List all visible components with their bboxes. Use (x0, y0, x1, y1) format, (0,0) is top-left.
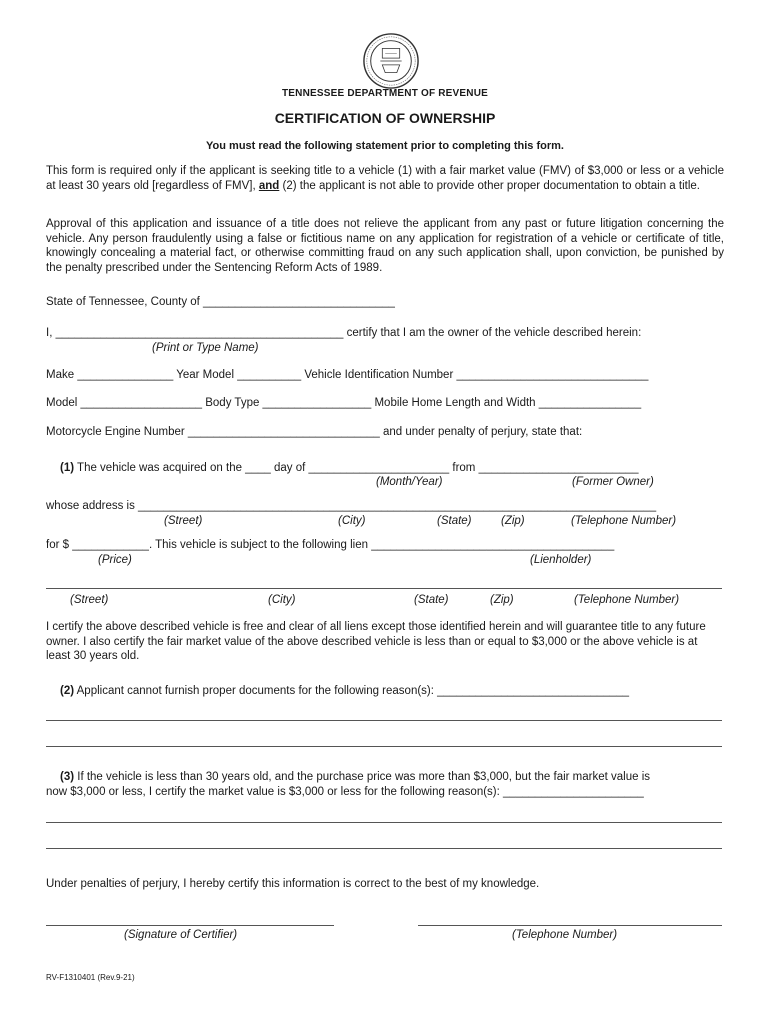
lien-state-caption: (State) (414, 594, 449, 606)
certifier-telephone-caption: (Telephone Number) (512, 929, 618, 941)
lien-certification-paragraph: I certify the above described vehicle is free and clear of all liens except those identified herein and will guarantee title to any future owner. I also certify the fair market value of the above described vehicle is less than or equal to $3,000 or the above vehicle is at least 30 years old. (46, 621, 706, 662)
acquired-line[interactable]: (1) The vehicle was acquired on the ____ day of ______________________ from _________________________ (60, 462, 639, 474)
signature-caption: (Signature of Certifier) (124, 929, 238, 941)
form-number: RV-F1310401 (Rev.9-21) (46, 973, 135, 982)
month-year-caption: (Month/Year) (376, 476, 443, 488)
reason-2-field-2[interactable] (46, 746, 722, 747)
owner-name-caption: (Print or Type Name) (152, 342, 259, 354)
signature-field[interactable] (46, 925, 334, 926)
reason-2-number: (2) (60, 685, 75, 697)
owner-name-field[interactable]: I, _____________________________________________ certify that I am the owner of the vehicle described herein: (46, 327, 642, 339)
reason-2-line[interactable]: (2) Applicant cannot furnish proper documents for the following reason(s): ______________________________ (60, 685, 630, 697)
reason-3-line: (3) If the vehicle is less than 30 years old, and the purchase price was more than $3,000, but the fair market value is (60, 771, 651, 783)
street-caption: (Street) (164, 515, 203, 527)
zip-caption: (Zip) (501, 515, 525, 527)
and-emphasis: and (258, 179, 280, 192)
make-model-vin-line[interactable]: Make _______________ Year Model __________ Vehicle Identification Number ______________________________ (46, 369, 649, 381)
reason-3-field-2[interactable] (46, 848, 722, 849)
read-statement-notice: You must read the following statement prior to completing this form. (206, 140, 564, 152)
reason-3-field-1[interactable] (46, 822, 722, 823)
form-title: CERTIFICATION OF OWNERSHIP (274, 110, 496, 126)
lienholder-caption: (Lienholder) (530, 554, 592, 566)
lien-zip-caption: (Zip) (490, 594, 514, 606)
lien-telephone-caption: (Telephone Number) (574, 594, 680, 606)
address-field[interactable]: whose address is _________________________________________________________________________________ (46, 500, 657, 512)
telephone-caption: (Telephone Number) (571, 515, 677, 527)
model-body-type-line[interactable]: Model ___________________ Body Type _________________ Mobile Home Length and Width ________________ (46, 397, 642, 409)
county-field[interactable]: State of Tennessee, County of ______________________________ (46, 296, 395, 308)
certifier-telephone-field[interactable] (418, 925, 722, 926)
acquired-number: (1) (60, 462, 75, 474)
reason-3-number: (3) (60, 771, 75, 783)
department-name: TENNESSEE DEPARTMENT OF REVENUE (281, 88, 489, 99)
tennessee-state-seal-icon (362, 32, 420, 90)
price-caption: (Price) (98, 554, 132, 566)
price-lien-line[interactable]: for $ ____________. This vehicle is subject to the following lien ______________________________________ (46, 539, 615, 551)
lienholder-address-field[interactable] (46, 588, 722, 589)
state-caption: (State) (437, 515, 472, 527)
approval-paragraph: Approval of this application and issuance of a title does not relieve the applicant from any past or future litigation concerning the vehicle. Any person fraudulently using a false or fictitious name on any application for registration of a vehicle or certificate of title, knowingly concealing a material fact, or otherwise committing fraud on any such application shall, upon conviction, be punished by the penalty prescribed under the Sentencing Reform Acts of 1989. (46, 218, 724, 274)
motorcycle-engine-line[interactable]: Motorcycle Engine Number ______________________________ and under penalty of perjury, state that: (46, 426, 583, 438)
perjury-certification: Under penalties of perjury, I hereby certify this information is correct to the best of my knowledge. (46, 878, 540, 890)
city-caption: (City) (338, 515, 366, 527)
lien-street-caption: (Street) (70, 594, 109, 606)
lien-city-caption: (City) (268, 594, 296, 606)
reason-2-field-1[interactable] (46, 720, 722, 721)
requirement-paragraph: This form is required only if the applicant is seeking title to a vehicle (1) with a fair market value (FMV) of $3,000 or less or a vehicle at least 30 years old [regardless of FMV], and (2) the applicant is not able to provide other proper documentation to obtain a title. (46, 165, 724, 192)
former-owner-caption: (Former Owner) (572, 476, 654, 488)
reason-3-line-2[interactable]: now $3,000 or less, I certify the market value is $3,000 or less for the following reason(s): ______________________ (46, 786, 644, 798)
